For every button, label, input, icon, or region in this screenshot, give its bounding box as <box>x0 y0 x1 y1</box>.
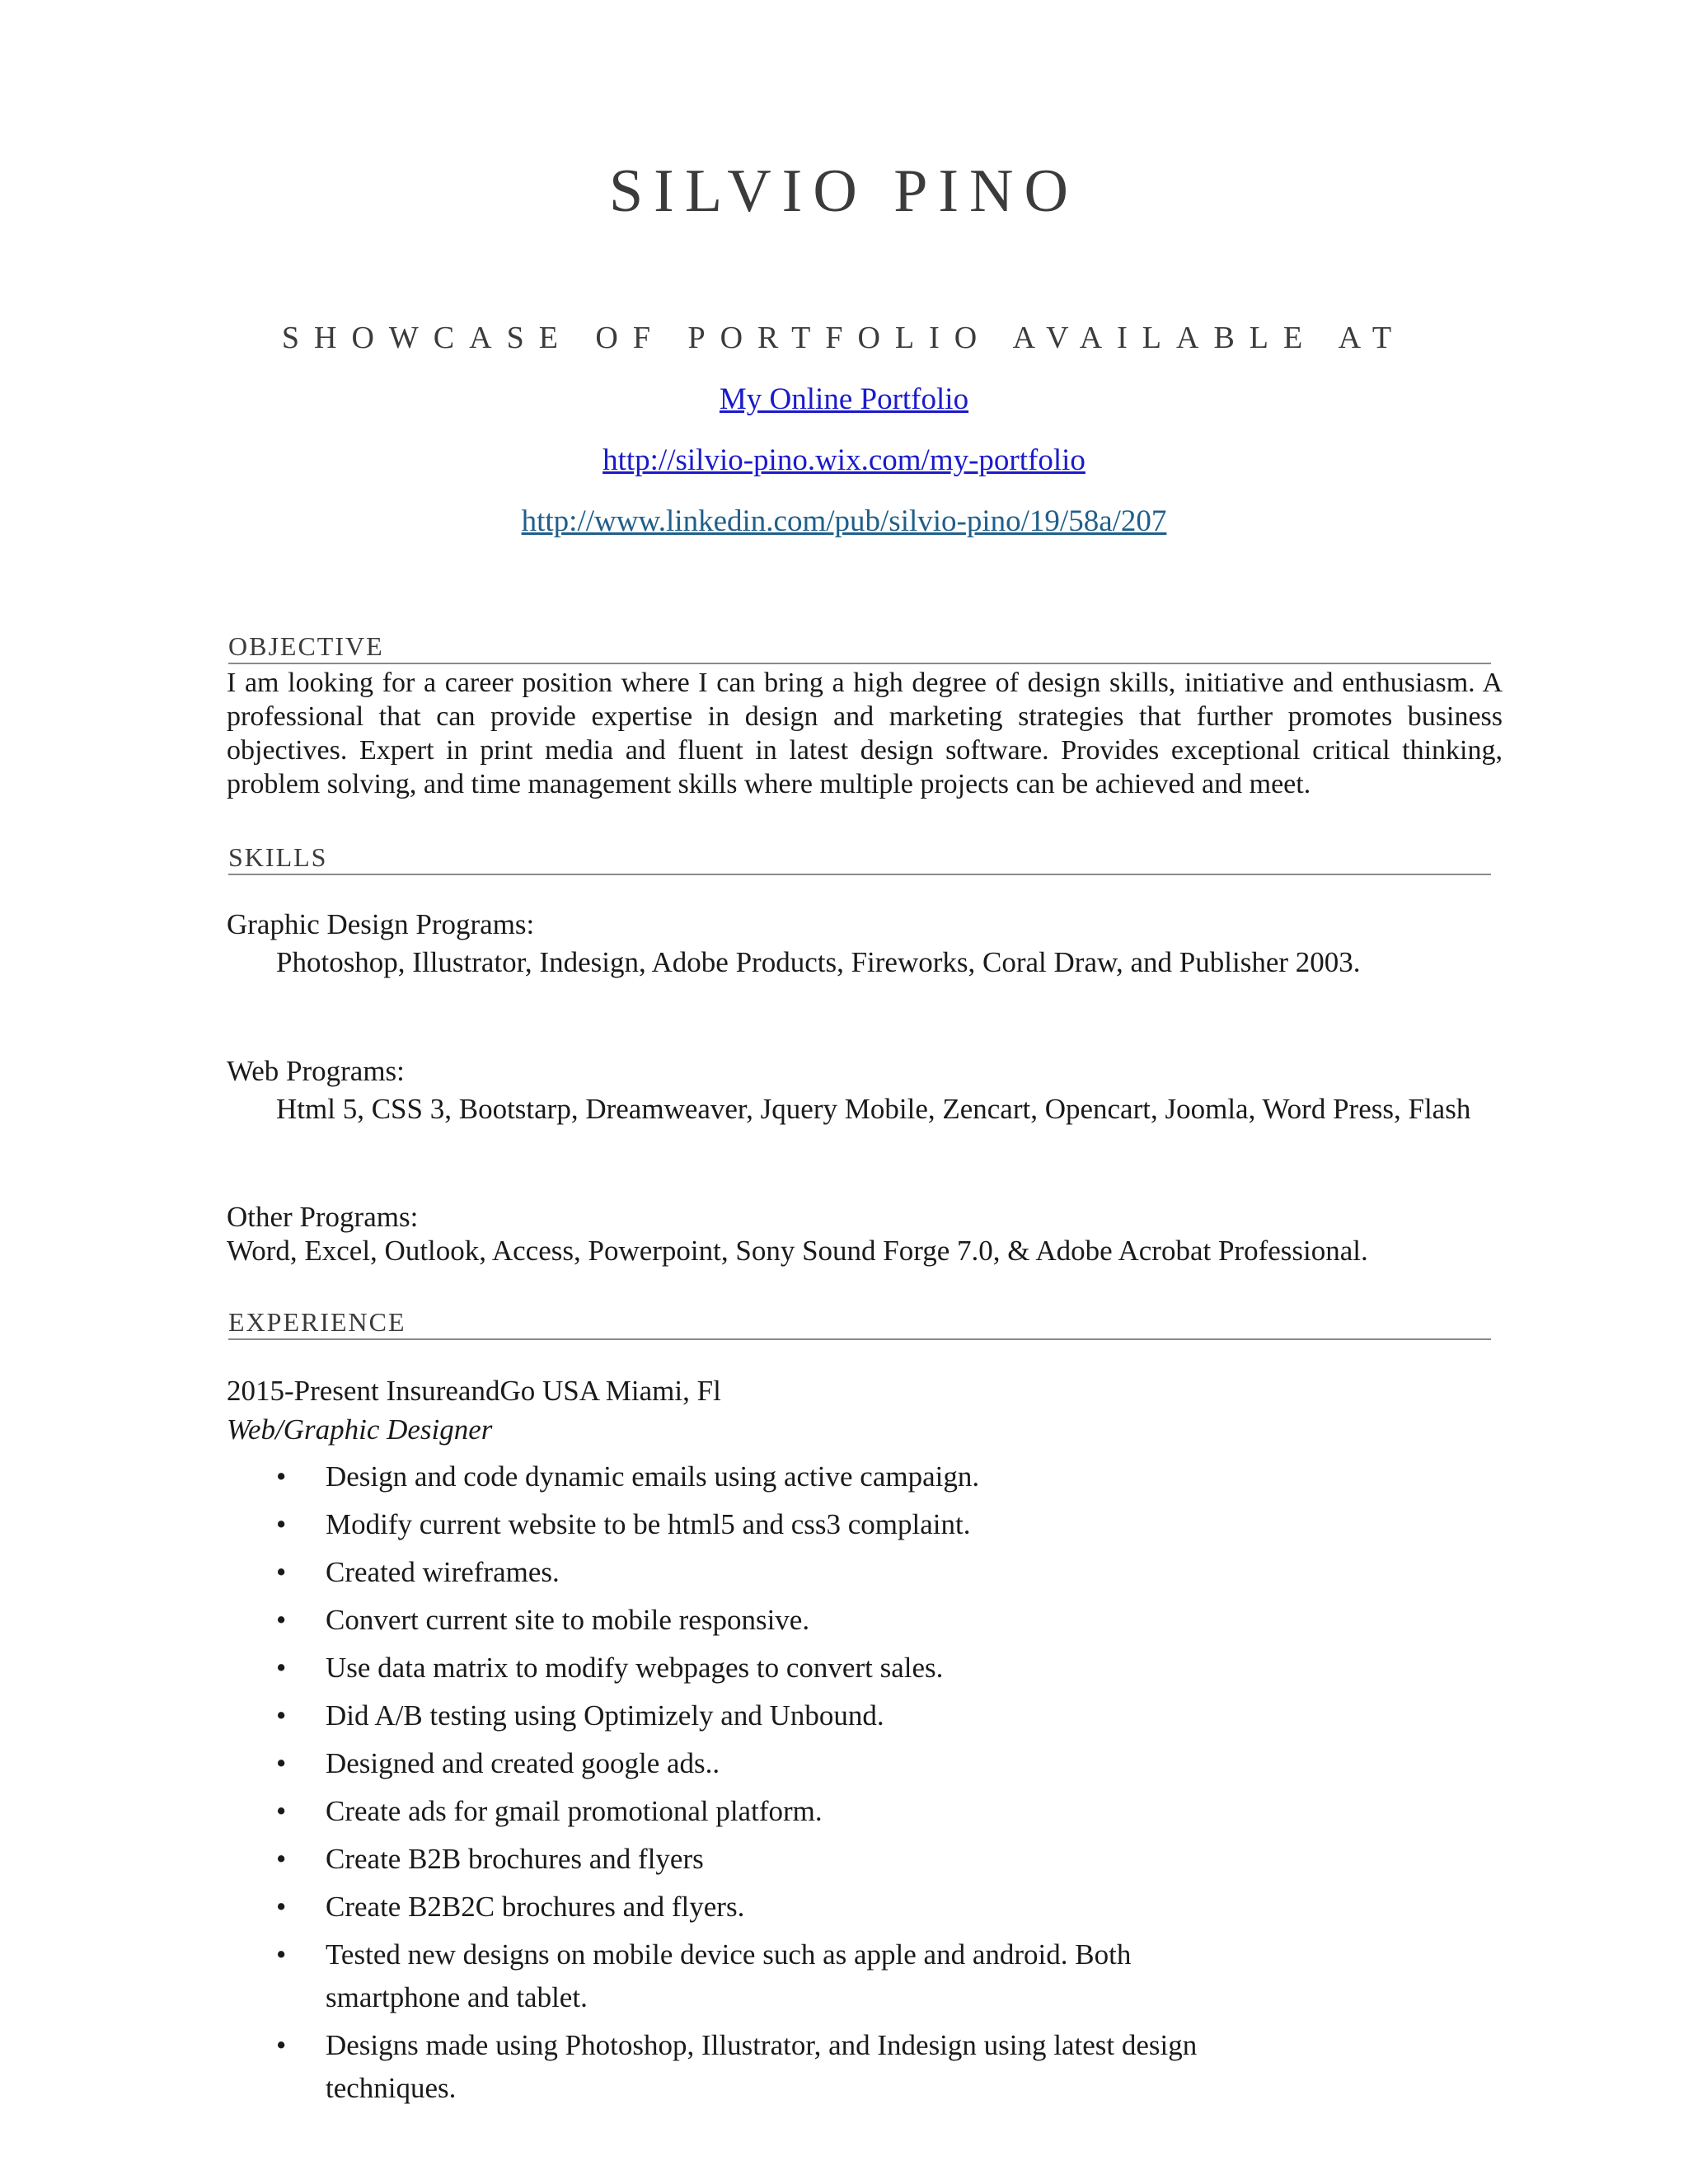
list-item: • Create B2B brochures and flyers <box>326 1838 1232 1881</box>
portfolio-link[interactable]: My Online Portfolio <box>719 382 969 416</box>
job-title: Web/Graphic Designer <box>227 1413 493 1446</box>
linkedin-link[interactable]: http://www.linkedin.com/pub/silvio-pino/19/58a/207 <box>521 504 1167 538</box>
showcase-label: SHOWCASE OF PORTFOLIO AVAILABLE AT <box>281 321 1407 355</box>
list-item: • Design and code dynamic emails using active campaign. <box>326 1455 1232 1498</box>
list-item: • Did A/B testing using Optimizely and Unbound. <box>326 1694 1232 1737</box>
web-programs-title: Web Programs: <box>227 1055 405 1087</box>
bullet-icon: • <box>276 1891 287 1923</box>
list-item: • Created wireframes. <box>326 1551 1232 1594</box>
list-item: • Convert current site to mobile responsive. <box>326 1599 1232 1642</box>
bullet-icon: • <box>276 1795 287 1827</box>
bullet-icon: • <box>276 1843 287 1875</box>
experience-heading: EXPERIENCE <box>228 1307 1491 1340</box>
list-item: • Create ads for gmail promotional platform. <box>326 1790 1232 1833</box>
list-item: • Tested new designs on mobile device such as apple and android. Both smartphone and tablet. <box>326 1933 1232 2019</box>
objective-text: I am looking for a career position where I can bring a high degree of design skills, initiative and enthusiasm. A professional that can provide expertise in design and marketing strategies that further promotes business objectives. Expert in print media and fluent in latest design software. Provides exceptional critical thinking, problem solving, and time management skills where multiple projects can be achieved and meet. <box>227 668 1503 799</box>
list-item: • Use data matrix to modify webpages to convert sales. <box>326 1647 1232 1690</box>
other-programs-list: Word, Excel, Outlook, Access, Powerpoint, Sony Sound Forge 7.0, & Adobe Acrobat Professional. <box>227 1235 1368 1267</box>
objective-heading: OBJECTIVE <box>228 631 1491 664</box>
skills-heading: SKILLS <box>228 842 1491 875</box>
other-programs-title: Other Programs: <box>227 1201 419 1233</box>
web-programs-list: Html 5, CSS 3, Bootstarp, Dreamweaver, Jquery Mobile, Zencart, Opencart, Joomla, Word Press, Flash <box>276 1093 1471 1125</box>
list-item: • Designed and created google ads.. <box>326 1742 1232 1785</box>
bullet-icon: • <box>276 1747 287 1779</box>
bullet-icon: • <box>276 1556 287 1588</box>
bullet-icon: • <box>276 1938 287 1971</box>
graphic-design-programs-title: Graphic Design Programs: <box>227 908 535 940</box>
candidate-name: SILVIO PINO <box>609 157 1079 225</box>
bullet-icon: • <box>276 2029 287 2061</box>
job-period-company: 2015-Present InsureandGo USA Miami, Fl <box>227 1375 721 1407</box>
bullet-icon: • <box>276 1460 287 1493</box>
list-item: • Designs made using Photoshop, Illustrator, and Indesign using latest design techniques. <box>326 2024 1232 2110</box>
list-item: • Modify current website to be html5 and css3 complaint. <box>326 1503 1232 1546</box>
bullet-icon: • <box>276 1604 287 1636</box>
bullet-icon: • <box>276 1652 287 1684</box>
list-item: • Create B2B2C brochures and flyers. <box>326 1886 1232 1929</box>
bullet-icon: • <box>276 1699 287 1732</box>
wix-portfolio-link[interactable]: http://silvio-pino.wix.com/my-portfolio <box>603 443 1085 477</box>
bullet-icon: • <box>276 1508 287 1540</box>
graphic-design-programs-list: Photoshop, Illustrator, Indesign, Adobe Products, Fireworks, Coral Draw, and Publisher 2003. <box>276 946 1361 978</box>
